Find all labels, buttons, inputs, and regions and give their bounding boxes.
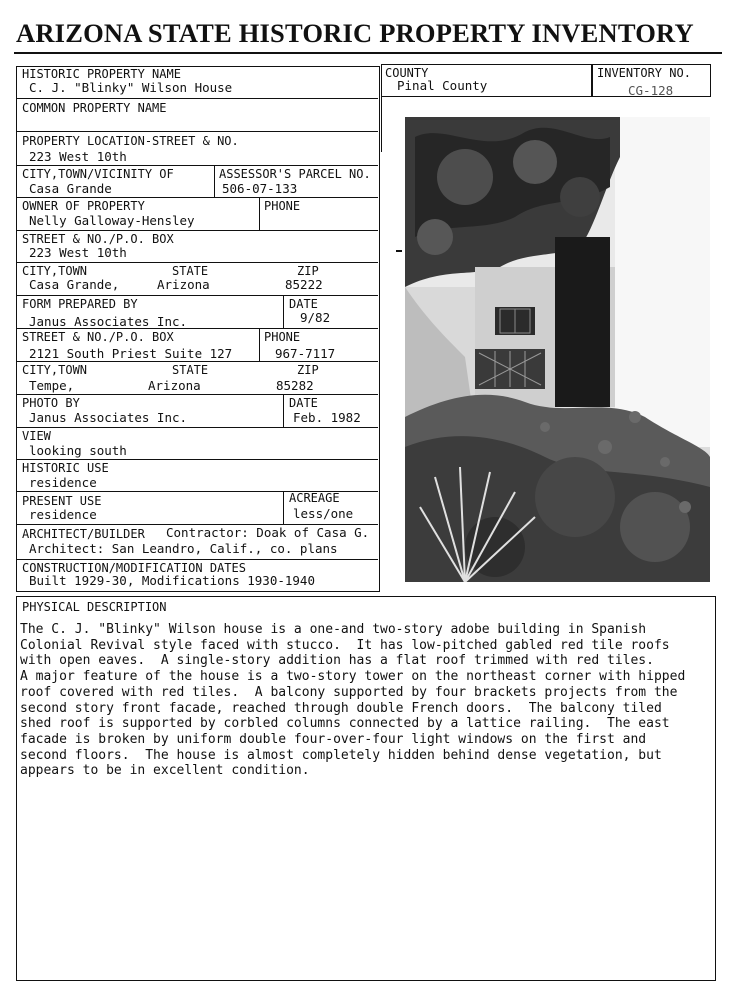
row-divider <box>16 165 378 166</box>
preparer-state-value: Arizona <box>148 378 201 393</box>
historic-use-value: residence <box>29 475 97 490</box>
preparer-zip-value: 85282 <box>276 378 314 393</box>
prepared-date-label: DATE <box>289 297 318 311</box>
historic-use-label: HISTORIC USE <box>22 461 109 475</box>
owner-value: Nelly Galloway-Hensley <box>29 213 195 228</box>
acreage-label: ACREAGE <box>289 491 340 505</box>
form-title: ARIZONA STATE HISTORIC PROPERTY INVENTORY <box>16 18 694 48</box>
owner-zip-label: ZIP <box>297 264 319 278</box>
parcel-value: 506-07-133 <box>222 181 298 196</box>
row-divider <box>16 230 378 231</box>
photo-edge-mark <box>396 250 402 252</box>
architect-label: ARCHITECT/BUILDER <box>22 527 145 541</box>
county-label: COUNTY <box>385 66 429 80</box>
acreage-value: less/one <box>293 506 354 521</box>
column-divider <box>259 197 260 230</box>
column-divider <box>214 165 215 197</box>
city-vicinity-label: CITY,TOWN/VICINITY OF <box>22 167 174 181</box>
photo-date-value: Feb. 1982 <box>293 410 361 425</box>
owner-state-label: STATE <box>172 264 209 278</box>
architect-value: Architect: San Leandro, Calif., co. plans <box>29 541 338 556</box>
county-value: Pinal County <box>397 78 488 93</box>
preparer-city-label: CITY,TOWN <box>22 363 88 377</box>
parcel-label: ASSESSOR'S PARCEL NO. <box>219 167 371 181</box>
location-value: 223 West 10th <box>29 149 127 164</box>
physical-description-label: PHYSICAL DESCRIPTION <box>22 600 167 614</box>
present-use-value: residence <box>29 507 97 522</box>
location-label: PROPERTY LOCATION-STREET & NO. <box>22 134 239 148</box>
preparer-city-value: Tempe, <box>29 378 75 393</box>
historic-name-label: HISTORIC PROPERTY NAME <box>22 67 181 81</box>
preparer-street-label: STREET & NO./P.O. BOX <box>22 330 174 344</box>
construction-value: Built 1929-30, Modifications 1930-1940 <box>29 573 315 588</box>
photo-by-value: Janus Associates Inc. <box>29 410 188 425</box>
row-divider <box>16 559 378 560</box>
row-divider <box>16 295 378 296</box>
view-label: VIEW <box>22 429 51 443</box>
column-divider <box>283 394 284 427</box>
preparer-zip-label: ZIP <box>297 363 319 377</box>
title-rule <box>14 52 722 54</box>
column-divider <box>283 295 284 328</box>
row-divider <box>16 361 378 362</box>
historic-name-value: C. J. "Blinky" Wilson House <box>29 80 233 95</box>
owner-state-value: Arizona <box>157 277 210 292</box>
present-use-label: PRESENT USE <box>22 494 102 508</box>
photo-by-label: PHOTO BY <box>22 396 80 410</box>
inventory-label: INVENTORY NO. <box>597 66 691 80</box>
row-divider <box>16 262 378 263</box>
owner-label: OWNER OF PROPERTY <box>22 199 145 213</box>
construction-label: CONSTRUCTION/MODIFICATION DATES <box>22 561 246 575</box>
column-divider <box>283 491 284 524</box>
owner-zip-value: 85222 <box>285 277 323 292</box>
inventory-value: CG-128 <box>628 83 674 98</box>
row-divider <box>16 131 378 132</box>
property-photograph <box>405 117 710 582</box>
row-divider <box>16 459 378 460</box>
prepared-by-label: FORM PREPARED BY <box>22 297 138 311</box>
preparer-phone-value: 967-7117 <box>275 346 336 361</box>
preparer-phone-label: PHONE <box>264 330 301 344</box>
column-divider <box>259 328 260 361</box>
city-vicinity-value: Casa Grande <box>29 181 112 196</box>
owner-street-value: 223 West 10th <box>29 245 127 260</box>
view-value: looking south <box>29 443 127 458</box>
owner-phone-label: PHONE <box>264 199 301 213</box>
photo-date-label: DATE <box>289 396 318 410</box>
photo-frame-edge <box>381 97 382 152</box>
row-divider <box>16 427 378 428</box>
owner-city-label: CITY,TOWN <box>22 264 88 278</box>
contractor-value: Contractor: Doak of Casa G. <box>166 525 370 540</box>
common-name-label: COMMON PROPERTY NAME <box>22 101 167 115</box>
preparer-state-label: STATE <box>172 363 209 377</box>
physical-description-text: The C. J. "Blinky" Wilson house is a one-and two-story adobe building in Spanish Colonial Revival style faced with stucco. It has low-pitched gabled red tile roofs with open eaves. A single-story addition has a flat roof trimmed with red tiles. A major feature of the house is a two-story tower on the northeast corner with hipped roof covered with red tiles. A balcony supported by four brackets projects from the second story front facade, reached through double French doors. The balcony tiled shed roof is supported by corbled columns connected by a lattice railing. The east facade is broken by uniform double four-over-four light windows on the first and second floors. The house is almost completely hidden behind dense vegetation, but appears to be in excellent condition. <box>20 622 686 779</box>
prepared-by-value: Janus Associates Inc. <box>29 314 188 329</box>
owner-city-value: Casa Grande, <box>29 277 120 292</box>
row-divider <box>16 197 378 198</box>
preparer-street-value: 2121 South Priest Suite 127 <box>29 346 233 361</box>
row-divider <box>16 98 378 99</box>
row-divider <box>16 394 378 395</box>
owner-street-label: STREET & NO./P.O. BOX <box>22 232 174 246</box>
prepared-date-value: 9/82 <box>300 310 331 325</box>
